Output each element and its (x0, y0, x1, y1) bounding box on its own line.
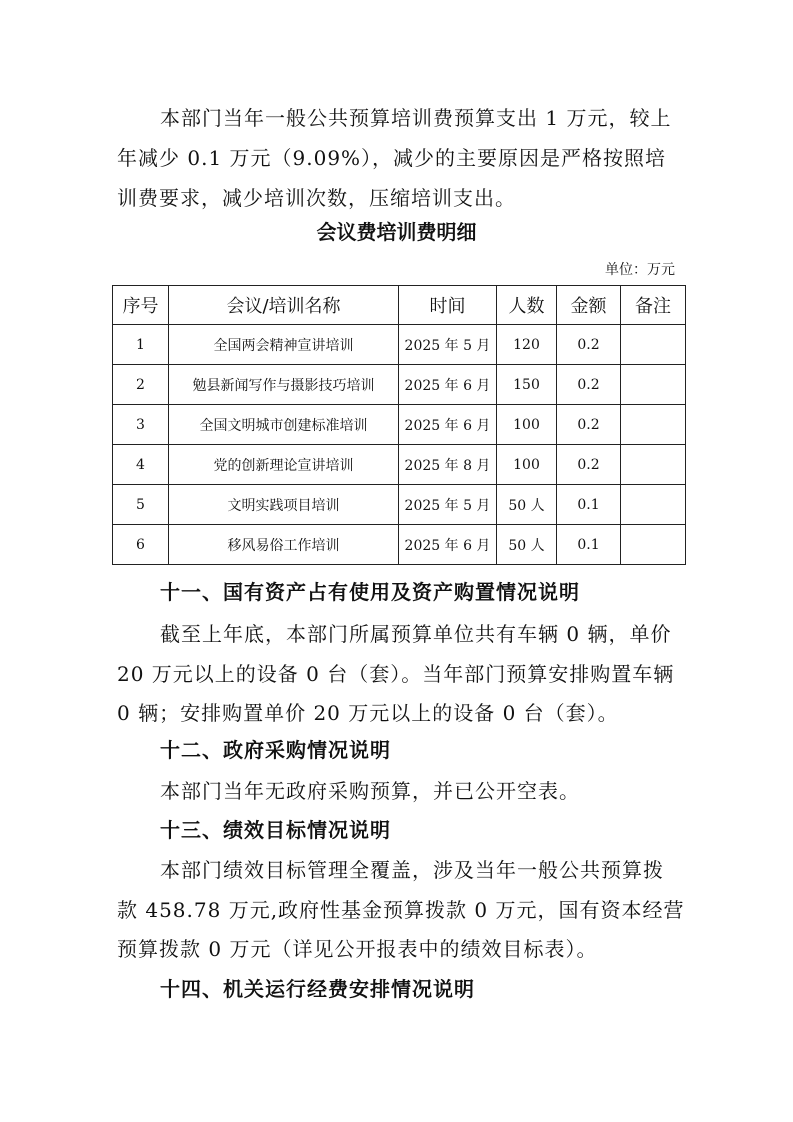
intro-line-1: 本部门当年一般公共预算培训费预算支出 1 万元，较上 (160, 106, 672, 130)
cell-people: 50 人 (497, 525, 557, 565)
cell-no: 1 (113, 325, 169, 365)
table-row (113, 445, 686, 485)
cell-note (621, 365, 686, 405)
cell-no: 5 (113, 485, 169, 525)
cell-people: 50 人 (497, 485, 557, 525)
cell-name: 全国两会精神宣讲培训 (169, 325, 399, 365)
section-11-heading: 十一、国有资产占有使用及资产购置情况说明 (160, 580, 580, 604)
cell-people: 120 (497, 325, 557, 365)
header-amount: 金额 (557, 286, 621, 325)
cell-no: 6 (113, 525, 169, 565)
cell-amount: 0.2 (557, 325, 621, 365)
cell-amount: 0.1 (557, 485, 621, 525)
cell-amount: 0.2 (557, 405, 621, 445)
cell-note (621, 405, 686, 445)
section-13-line-2: 款 458.78 万元,政府性基金预算拨款 0 万元，国有资本经营 (117, 898, 685, 922)
section-13-line-3: 预算拨款 0 万元（详见公开报表中的绩效目标表）。 (117, 937, 598, 961)
cell-time: 2025 年 5 月 (399, 485, 497, 525)
cell-time: 2025 年 6 月 (399, 525, 497, 565)
header-time: 时间 (399, 286, 497, 325)
cell-note (621, 485, 686, 525)
cell-people: 100 (497, 405, 557, 445)
table-unit: 单位：万元 (605, 262, 675, 278)
intro-line-2: 年减少 0.1 万元（9.09%），减少的主要原因是严格按照培 (117, 146, 667, 170)
cell-time: 2025 年 5 月 (399, 325, 497, 365)
cell-note (621, 525, 686, 565)
table-row (113, 365, 686, 405)
cell-name: 全国文明城市创建标准培训 (169, 405, 399, 445)
section-11-line-1: 截至上年底，本部门所属预算单位共有车辆 0 辆，单价 (160, 622, 672, 646)
table-row (113, 485, 686, 525)
training-meeting-table (112, 285, 686, 565)
header-name: 会议/培训名称 (169, 286, 399, 325)
cell-amount: 0.1 (557, 525, 621, 565)
cell-time: 2025 年 6 月 (399, 365, 497, 405)
intro-line-3: 训费要求，减少培训次数，压缩培训支出。 (117, 186, 516, 210)
table-header-row (113, 286, 686, 325)
section-12-heading: 十二、政府采购情况说明 (160, 738, 391, 762)
cell-name: 移风易俗工作培训 (169, 525, 399, 565)
cell-name: 文明实践项目培训 (169, 485, 399, 525)
cell-amount: 0.2 (557, 445, 621, 485)
cell-no: 3 (113, 405, 169, 445)
section-11-line-3: 0 辆；安排购置单价 20 万元以上的设备 0 台（套）。 (117, 701, 619, 725)
section-14-heading: 十四、机关运行经费安排情况说明 (160, 977, 475, 1001)
table-row (113, 325, 686, 365)
table-row (113, 405, 686, 445)
cell-people: 100 (497, 445, 557, 485)
cell-note (621, 325, 686, 365)
cell-name: 党的创新理论宣讲培训 (169, 445, 399, 485)
header-no: 序号 (113, 286, 169, 325)
cell-people: 150 (497, 365, 557, 405)
section-12-line-1: 本部门当年无政府采购预算，并已公开空表。 (160, 779, 580, 803)
cell-name: 勉县新闻写作与摄影技巧培训 (169, 365, 399, 405)
cell-amount: 0.2 (557, 365, 621, 405)
table-title: 会议费培训费明细 (316, 220, 477, 244)
header-note: 备注 (621, 286, 686, 325)
section-13-line-1: 本部门绩效目标管理全覆盖，涉及当年一般公共预算拨 (160, 858, 664, 882)
section-13-heading: 十三、绩效目标情况说明 (160, 818, 391, 842)
section-11-line-2: 20 万元以上的设备 0 台（套）。当年部门预算安排购置车辆 (117, 662, 675, 686)
table-row (113, 525, 686, 565)
cell-time: 2025 年 8 月 (399, 445, 497, 485)
cell-no: 4 (113, 445, 169, 485)
cell-no: 2 (113, 365, 169, 405)
header-people: 人数 (497, 286, 557, 325)
cell-time: 2025 年 6 月 (399, 405, 497, 445)
cell-note (621, 445, 686, 485)
